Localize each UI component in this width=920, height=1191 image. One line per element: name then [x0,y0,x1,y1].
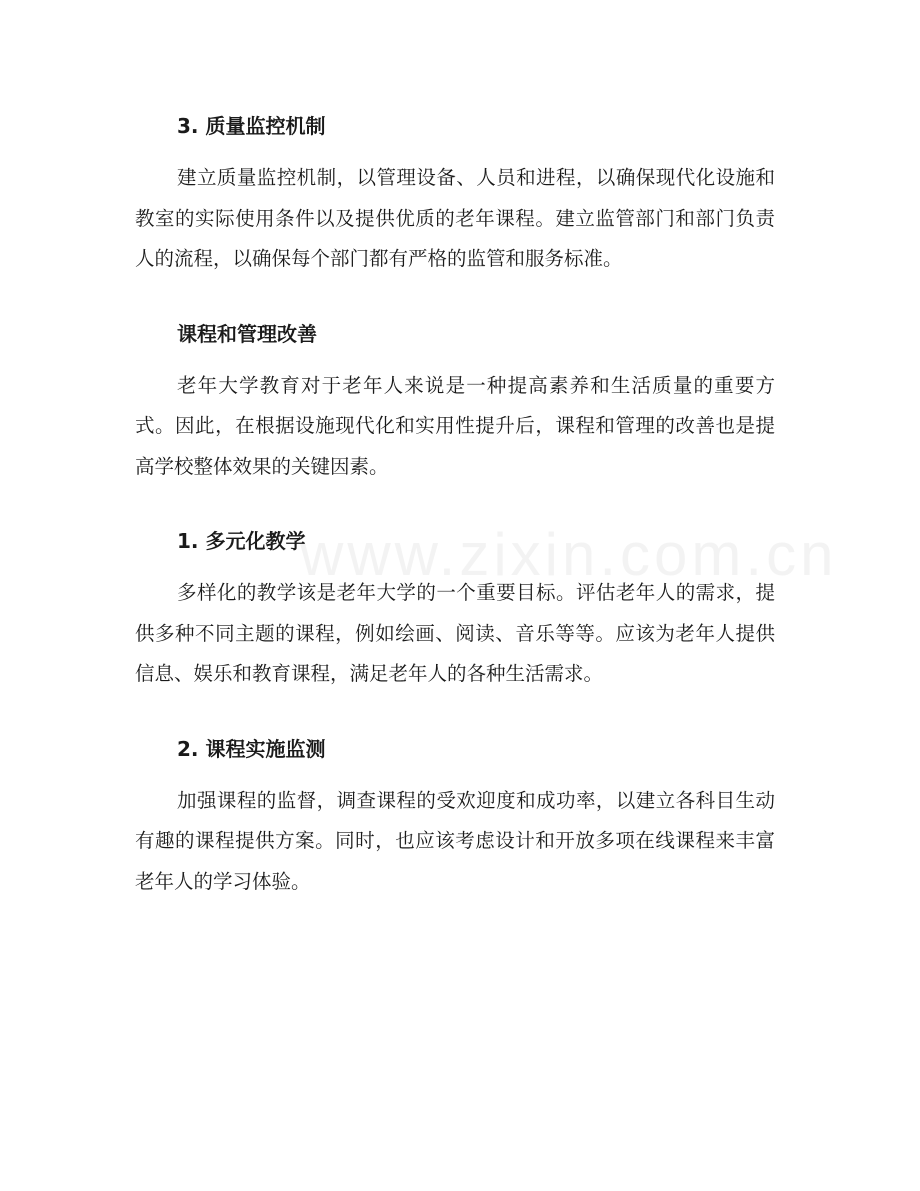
section-heading-quality-monitoring: 3. 质量监控机制 [177,114,326,138]
section-paragraph-course-management: 老年大学教育对于老年人来说是一种提高素养和生活质量的重要方式。因此，在根据设施现代化和实用性提升后，课程和管理的改善也是提高学校整体效果的关键因素。 [135,373,775,478]
section-paragraph-diversified-teaching: 多样化的教学该是老年大学的一个重要目标。评估老年人的需求，提供多种不同主题的课程，例如绘画、阅读、音乐等等。应该为老年人提供信息、娱乐和教育课程，满足老年人的各种生活需求。 [135,581,775,685]
section-heading-course-management: 课程和管理改善 [177,321,317,346]
section-paragraph-quality-monitoring: 建立质量监控机制，以管理设备、人员和进程，以确保现代化设施和教室的实际使用条件以及提供优质的老年课程。建立监管部门和部门负责人的流程，以确保每个部门都有严格的监管和服务标准。 [135,166,775,270]
document-body [135,106,775,936]
watermark: www.zixin.com.cn [300,521,838,588]
section-heading-diversified-teaching: 1. 多元化教学 [177,529,306,553]
section-heading-course-monitoring: 2. 课程实施监测 [177,736,326,761]
section-paragraph-course-monitoring: 加强课程的监督，调查课程的受欢迎度和成功率，以建立各科目生动有趣的课程提供方案。同时，也应该考虑设计和开放多项在线课程来丰富老年人的学习体验。 [135,788,775,893]
